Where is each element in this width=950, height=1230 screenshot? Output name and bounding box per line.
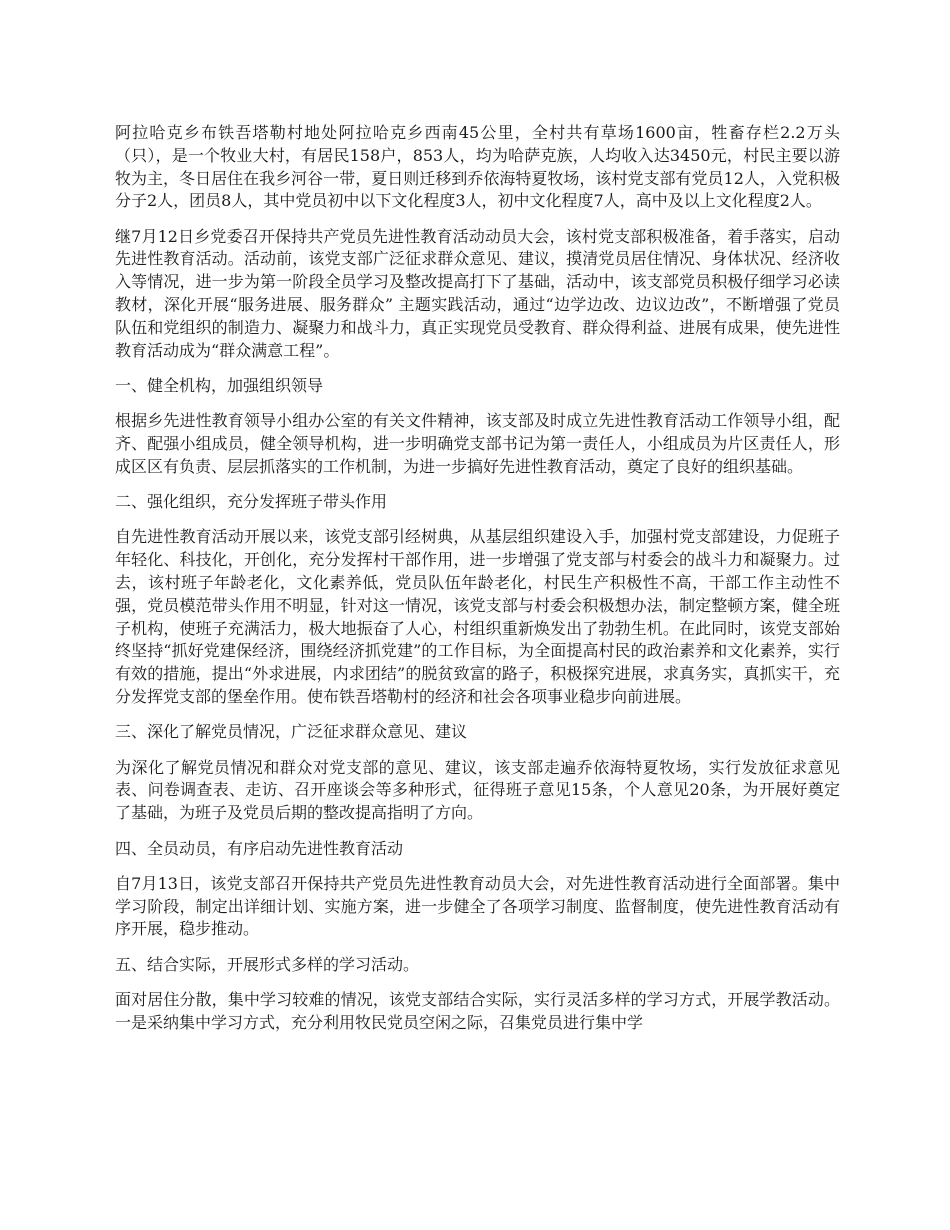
section-heading-2: 二、强化组织，充分发挥班子带头作用 xyxy=(115,492,388,512)
section-body-2: 自先进性教育活动开展以来，该党支部引经树典，从基层组织建设入手，加强村党支部建设，力促班子年轻化、科技化，开创化，充分发挥村干部作用，进一步增强了党支部与村委会的战斗力和凝聚力。过去，该村班子年龄老化，文化素养低，党员队伍年龄老化，村民生产积极性不高，干部工作主动性不强，党员模范带头作用不明显，针对这一情况，该党支部与村委会积极想办法，制定整顿方案，健全班子机构，使班子充满活力，极大地振奋了人心，村组织重新焕发出了勃勃生机。在此同时，该党支部始终坚持“抓好党建保经济，围绕经济抓党建”的工作目标，为全面提高村民的政治素养和文化素养，实行有效的措施，提出“外求进展，内求团结”的脱贫致富的路子，积极探究进展，求真务实，真抓实干，充分发挥党支部的堡垒作用。使布铁吾塔勒村的经济和社会各项事业稳步向前进展。 xyxy=(115,527,840,707)
section-body-5: 面对居住分散，集中学习较难的情况，该党支部结合实际，实行灵活多样的学习方式，开展学教活动。一是采纳集中学习方式，充分利用牧民党员空闲之际，召集党员进行集中学 xyxy=(115,990,840,1032)
section-body-4: 自7月13日，该党支部召开保持共产党员先进性教育动员大会，对先进性教育活动进行全面部署。集中学习阶段，制定出详细计划、实施方案，进一步健全了各项学习制度、监督制度，使先进性教育活动有序开展，稳步推动。 xyxy=(115,873,840,939)
launch-paragraph: 继7月12日乡党委召开保持共产党员先进性教育活动动员大会，该村党支部积极准备，着手落实，启动先进性教育活动。活动前，该党支部广泛征求群众意见、建议，摸清党员居住情况、身体状况、经济收入等情况，进一步为第一阶段全员学习及整改提高打下了基础，活动中，该支部党员积极仔细学习必读教材，深化开展“服务进展、服务群众” 主题实践活动，通过“边学边改、边议边改”，不断增强了党员队伍和党组织的制造力、凝聚力和战斗力，真正实现党员受教育、群众得利益、进展有成果，使先进性教育活动成为“群众满意工程”。 xyxy=(115,226,840,360)
section-body-3: 为深化了解党员情况和群众对党支部的意见、建议，该支部走遍乔依海特夏牧场，实行发放征求意见表、问卷调查表、走访、召开座谈会等多种形式，征得班子意见15条，个人意见20条，为开展好奠定了基础，为班子及党员后期的整改提高指明了方向。 xyxy=(115,757,840,823)
section-body-1: 根据乡先进性教育领导小组办公室的有关文件精神，该支部及时成立先进性教育活动工作领导小组，配齐、配强小组成员，健全领导机构，进一步明确党支部书记为第一责任人，小组成员为片区责任人，形成区区有负责、层层抓落实的工作机制，为进一步搞好先进性教育活动，奠定了良好的组织基础。 xyxy=(115,411,840,476)
section-heading-1: 一、健全机构，加强组织领导 xyxy=(115,375,324,395)
section-heading-4: 四、全员动员，有序启动先进性教育活动 xyxy=(115,838,404,858)
section-heading-5: 五、结合实际，开展形式多样的学习活动。 xyxy=(115,954,420,974)
document-page xyxy=(115,122,840,1047)
section-heading-3: 三、深化了解党员情况，广泛征求群众意见、建议 xyxy=(115,722,468,742)
intro-paragraph: 阿拉哈克乡布铁吾塔勒村地处阿拉哈克乡西南45公里，全村共有草场1600亩，牲畜存栏2.2万头（只），是一个牧业大村，有居民158户，853人，均为哈萨克族，人均收入达3450元，村民主要以游牧为主，冬日居住在我乡河谷一带，夏日则迁移到乔依海特夏牧场，该村党支部有党员12人，入党积极分子2人，团员8人，其中党员初中以下文化程度3人，初中文化程度7人，高中及以上文化程度2人。 xyxy=(115,123,840,211)
